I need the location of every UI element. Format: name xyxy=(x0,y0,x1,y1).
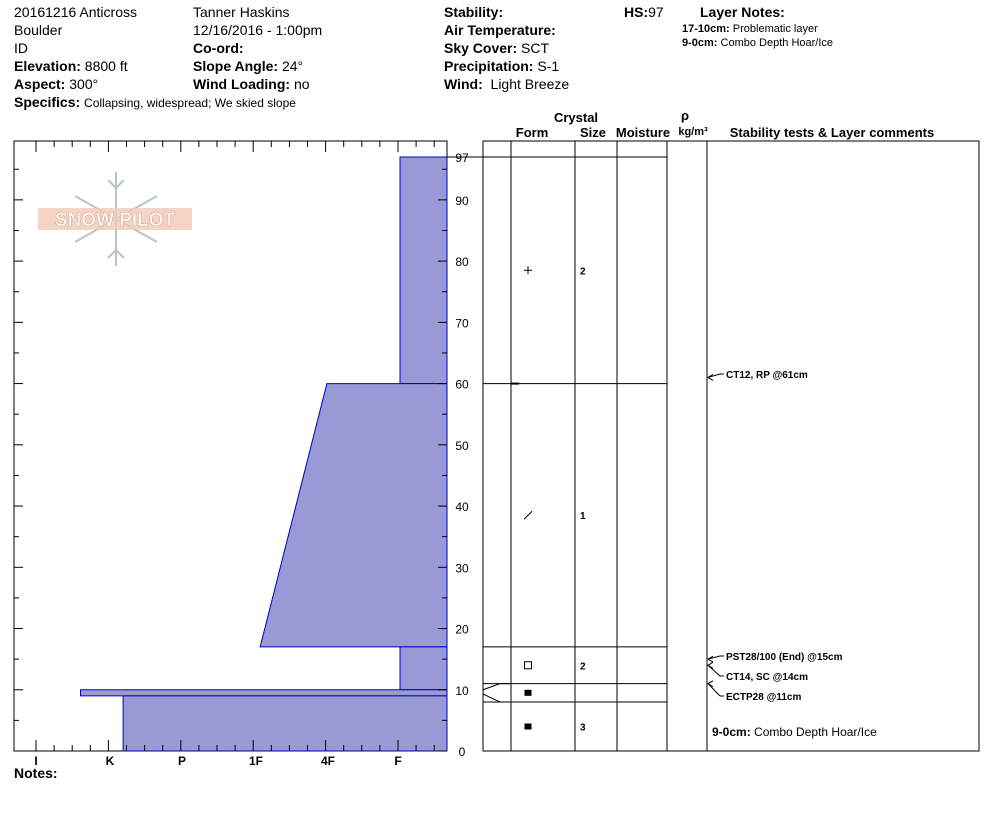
test-label: ECTP28 @11cm xyxy=(726,692,802,703)
hardness-label: I xyxy=(34,754,38,768)
hardness-label: 1F xyxy=(248,754,264,768)
crystal-square-filled-icon xyxy=(525,724,532,730)
slope-value: 24° xyxy=(281,58,304,74)
notes-label: Notes: xyxy=(14,765,58,781)
logo-text: SNOW PILOT xyxy=(54,210,176,231)
depth-label: 30 xyxy=(455,561,469,576)
crystal-size: 3 xyxy=(580,722,586,734)
hardness-label: F xyxy=(394,754,402,768)
hardness-label: P xyxy=(177,754,187,768)
depth-label: 10 xyxy=(455,683,469,698)
crystal-size: 2 xyxy=(580,266,586,278)
specifics-label: Specifics: xyxy=(14,94,81,110)
hardness-label: K xyxy=(105,754,115,768)
hardness-layer xyxy=(260,384,447,647)
hs-value: 97 xyxy=(648,4,664,20)
coord-label: Co-ord: xyxy=(193,40,244,56)
wind-value: Light Breeze xyxy=(490,76,570,92)
arrow-head-icon xyxy=(708,374,713,380)
test-label: CT14, SC @14cm xyxy=(726,672,809,683)
header-density: kg/m³ xyxy=(678,126,708,138)
depth-labels xyxy=(455,151,469,759)
wind-loading-label: Wind Loading: xyxy=(193,76,291,92)
air-temp-label: Air Temperature: xyxy=(444,22,556,38)
precip-label: Precipitation: xyxy=(444,58,534,74)
aspect-value: 300° xyxy=(69,76,99,92)
elevation-value: 8800 ft xyxy=(84,58,128,74)
elevation-label: Elevation: xyxy=(14,58,81,74)
specifics-value: Collapsing, widespread; We skied slope xyxy=(84,96,296,110)
hardness-layer xyxy=(81,690,448,696)
depth-label: 80 xyxy=(455,255,469,270)
depth-label: 0 xyxy=(458,745,466,759)
test-arrow xyxy=(708,684,720,696)
hardness-layer xyxy=(400,157,447,384)
depth-label: 90 xyxy=(455,193,469,208)
header-form: Form xyxy=(515,125,549,140)
hardness-layer xyxy=(400,647,447,690)
observer-name: Tanner Haskins xyxy=(193,4,290,20)
layer-note-range: 9-0cm: xyxy=(682,37,718,49)
hardness-label: 4F xyxy=(320,754,336,768)
sky-value: SCT xyxy=(521,40,550,56)
stability-tests xyxy=(708,370,843,703)
layer-comment-range: 9-0cm: xyxy=(712,725,751,739)
layer-notes-title-text: Layer Notes: xyxy=(700,4,785,20)
header-comments: Stability tests & Layer comments xyxy=(729,125,935,140)
layer-comment xyxy=(712,725,877,739)
arrow-head-icon xyxy=(708,656,713,662)
site-region: Boulder xyxy=(14,22,63,38)
layer-connector xyxy=(483,684,511,690)
stability-label: Stability: xyxy=(444,4,504,20)
crystal-square-filled-icon xyxy=(525,690,532,696)
slope-label: Slope Angle: xyxy=(193,58,279,74)
layer-note-text: Combo Depth Hoar/Ice xyxy=(720,37,834,49)
observation-datetime: 12/16/2016 - 1:00pm xyxy=(193,22,323,38)
header-moisture: Moisture xyxy=(615,125,671,140)
crystal-square-open-icon xyxy=(525,662,532,669)
header-size: Size xyxy=(579,125,607,140)
crystal-size: 2 xyxy=(580,661,586,673)
layer-table-headers xyxy=(516,108,934,140)
hardness-labels xyxy=(34,754,401,768)
header-rho: ρ xyxy=(680,108,690,123)
site-title: 20161216 Anticross xyxy=(14,4,137,20)
layer-connector xyxy=(483,694,511,702)
header-crystal: Crystal xyxy=(553,110,599,125)
wind-loading-value: no xyxy=(293,76,310,92)
test-label: CT12, RP @61cm xyxy=(726,370,808,381)
top-ticks xyxy=(36,141,434,152)
depth-label: 50 xyxy=(455,438,469,453)
layer-comment-text: Combo Depth Hoar/Ice xyxy=(754,725,877,739)
depth-label: 70 xyxy=(455,316,469,331)
crystal-size: 1 xyxy=(580,511,586,523)
wind-label: Wind: xyxy=(444,76,483,92)
sky-label: Sky Cover: xyxy=(444,40,518,56)
aspect-label: Aspect: xyxy=(14,76,66,92)
test-label: PST28/100 (End) @15cm xyxy=(726,652,843,663)
precip-value: S-1 xyxy=(537,58,560,74)
depth-label: 60 xyxy=(455,377,469,392)
snowpilot-logo xyxy=(38,172,192,266)
hs-label: HS: xyxy=(624,4,649,20)
hardness-profile xyxy=(81,157,448,751)
site-state: ID xyxy=(14,40,28,56)
layer-symbols xyxy=(524,266,586,733)
depth-label: 97 xyxy=(455,151,469,165)
depth-label: 20 xyxy=(455,622,469,637)
layer-note-range: 17-10cm: xyxy=(682,23,730,35)
depth-label: 40 xyxy=(455,500,469,515)
crystal-slash-icon xyxy=(524,511,532,519)
layer-table-columns xyxy=(511,141,707,751)
layer-note-text: Problematic layer xyxy=(732,23,818,35)
